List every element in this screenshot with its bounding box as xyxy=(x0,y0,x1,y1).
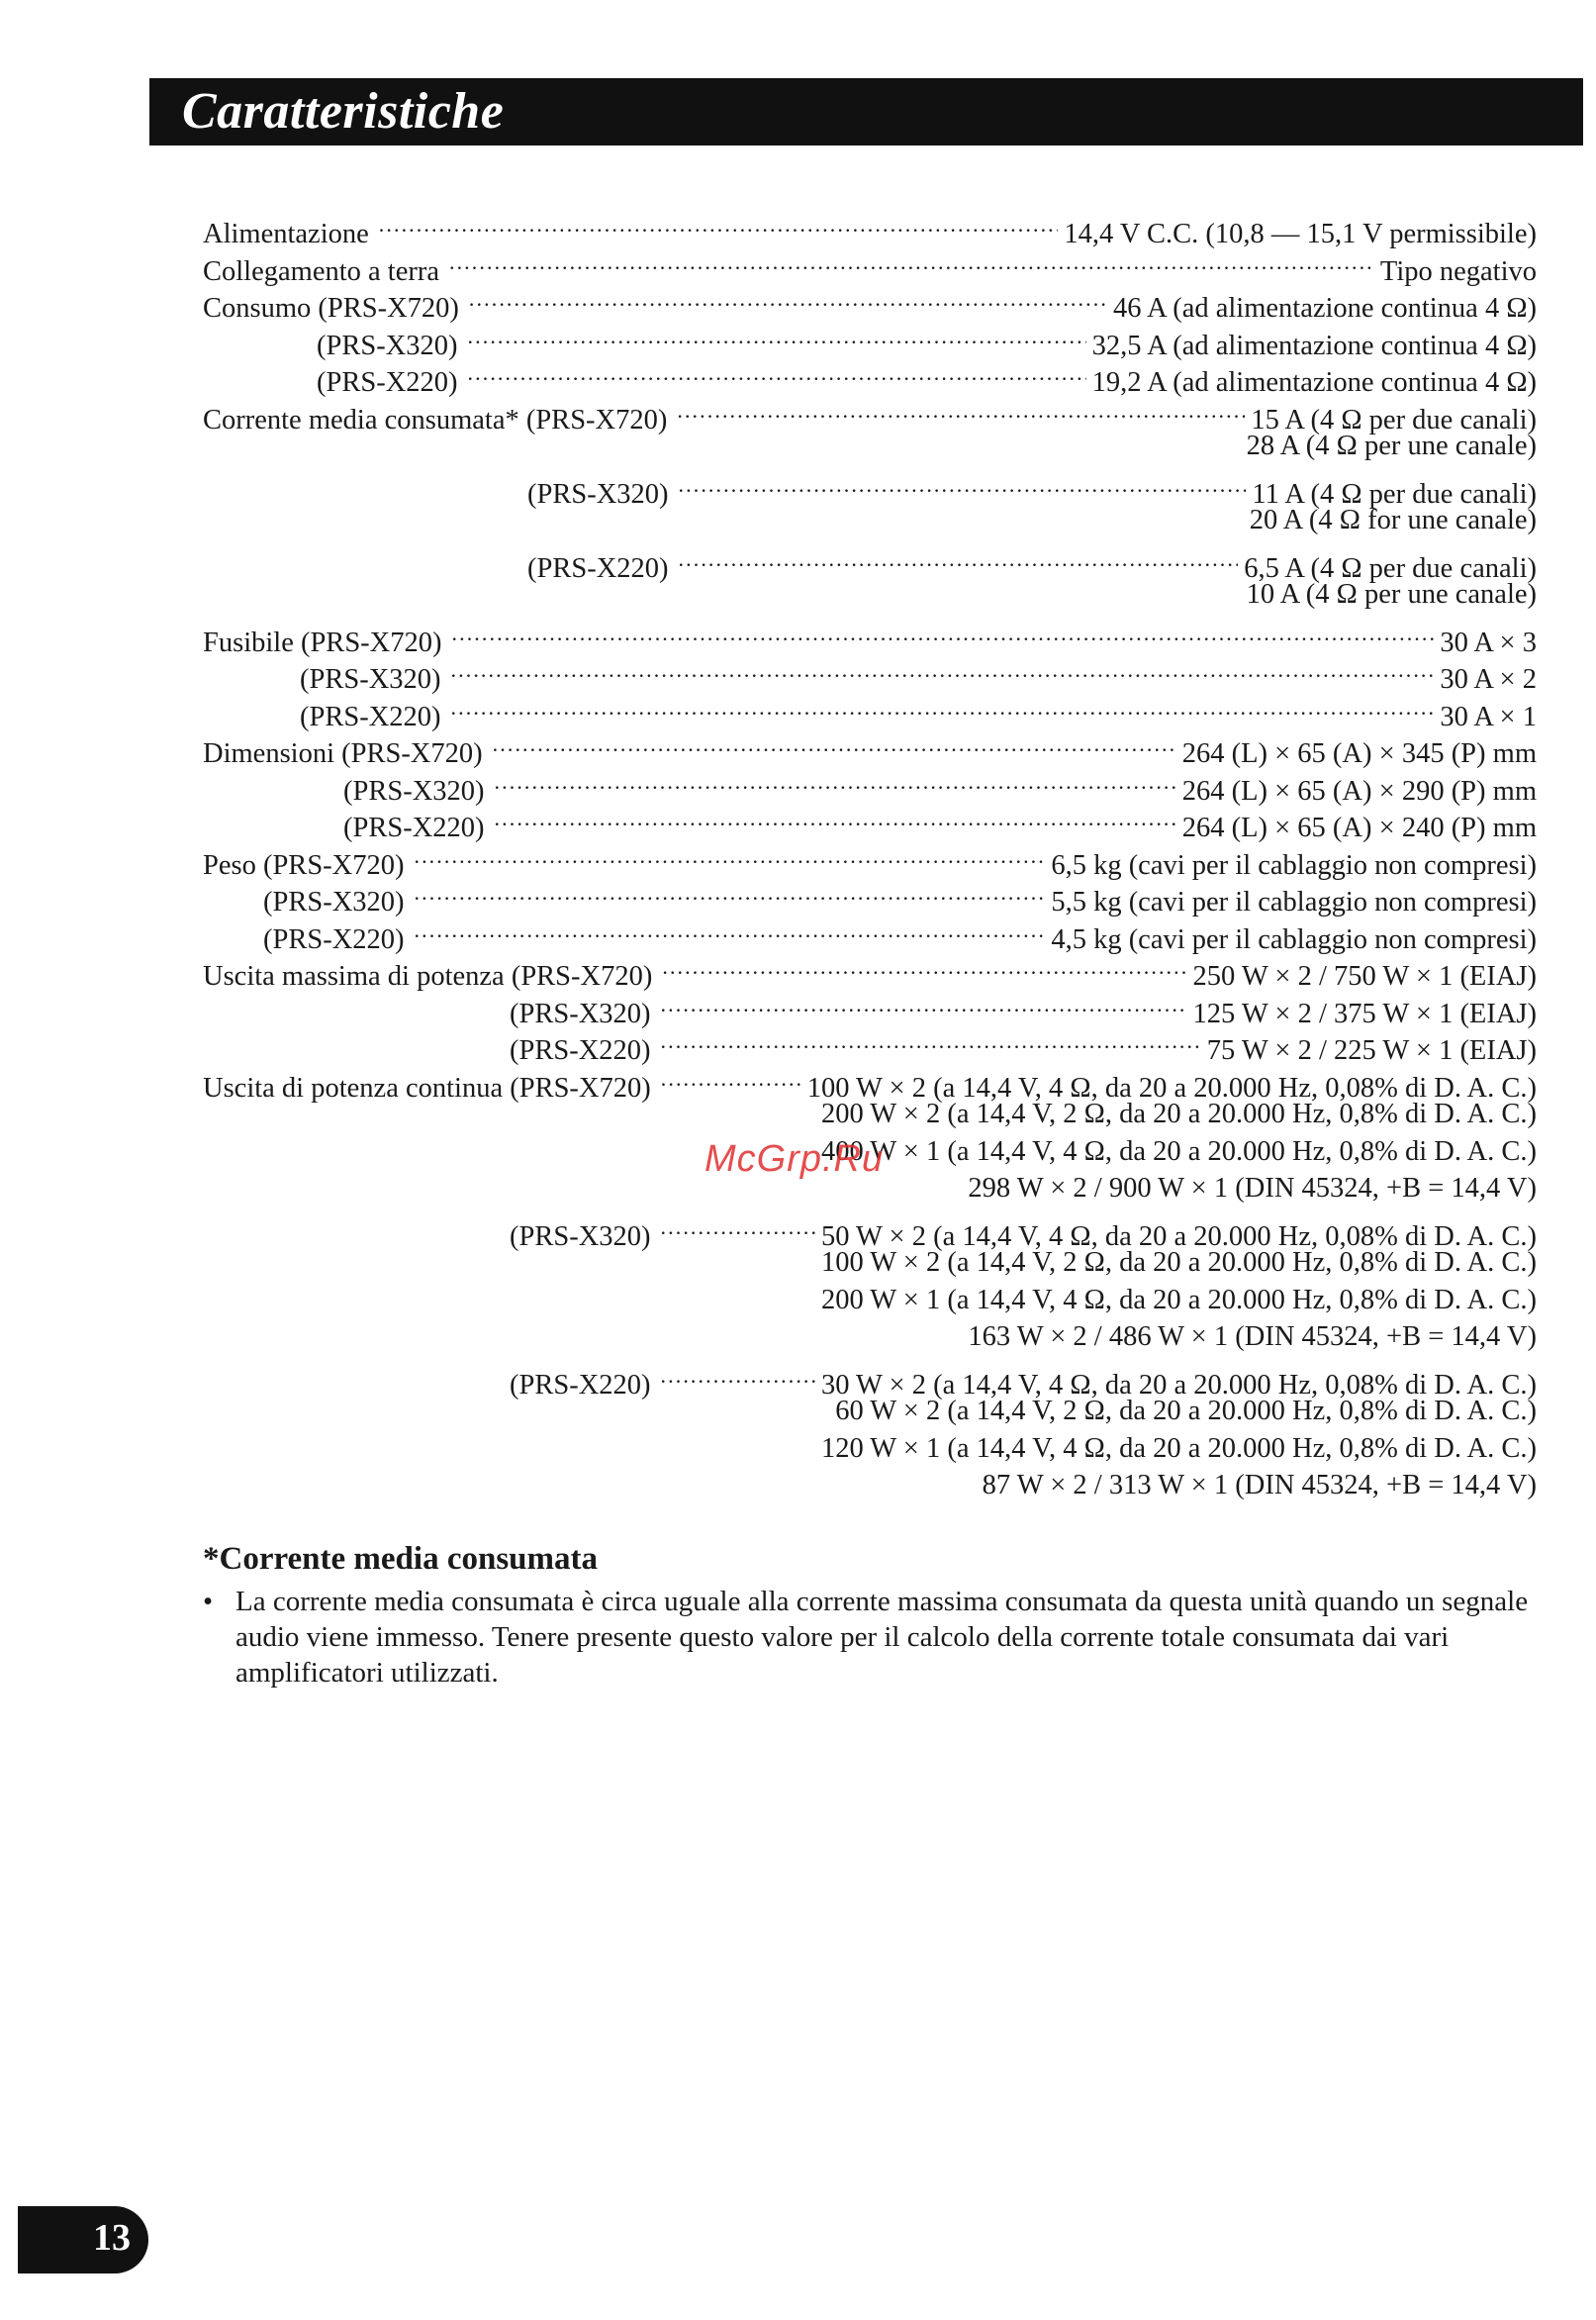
spec-value: 120 W × 1 (a 14,4 V, 4 Ω, da 20 a 20.000 Hz, 0,8% di D. A. C.) xyxy=(820,1433,1537,1464)
spec-value: 200 W × 1 (a 14,4 V, 4 Ω, da 20 a 20.000 Hz, 0,8% di D. A. C.) xyxy=(820,1285,1537,1315)
spec-value: 163 W × 2 / 486 W × 1 (DIN 45324, +B = 14,4 V) xyxy=(968,1321,1537,1352)
spec-value: 250 W × 2 / 750 W × 1 (EIAJ) xyxy=(1192,960,1537,992)
spec-row xyxy=(317,317,1537,361)
page-number: 13 xyxy=(93,2217,131,2259)
note-title: *Corrente media consumata xyxy=(203,1541,598,1577)
spec-label: (PRS-X320) xyxy=(263,886,405,918)
spec-value: 6,5 A (4 Ω per due canali) xyxy=(1244,552,1537,584)
spec-row xyxy=(203,391,1537,435)
spec-row xyxy=(527,465,1537,510)
dot-leader xyxy=(495,799,1176,836)
spec-row xyxy=(203,242,1537,287)
spec-value: 14,4 V C.C. (10,8 — 15,1 V permissibile) xyxy=(1064,218,1537,249)
dot-leader xyxy=(661,1356,815,1394)
spec-row xyxy=(203,428,1537,465)
spec-row xyxy=(510,1282,1537,1319)
spec-value: 200 W × 2 (a 14,4 V, 2 Ω, da 20 a 20.000 Hz, 0,8% di D. A. C.) xyxy=(820,1099,1537,1129)
spec-row xyxy=(203,725,1537,769)
dot-leader xyxy=(662,947,1186,985)
spec-row xyxy=(510,1021,1537,1066)
dot-leader xyxy=(415,873,1046,911)
spec-value: 10 A (4 Ω per une canale) xyxy=(1246,579,1537,610)
spec-value: 30 W × 2 (a 14,4 V, 4 Ω, da 20 a 20.000 Hz, 0,08% di D. A. C.) xyxy=(820,1369,1537,1401)
dot-leader xyxy=(414,836,1045,874)
spec-value: 264 (L) × 65 (A) × 240 (P) mm xyxy=(1181,812,1537,843)
spec-row xyxy=(263,911,1537,955)
spec-label: (PRS-X320) xyxy=(510,1220,651,1252)
dot-leader xyxy=(661,1208,815,1245)
spec-row xyxy=(203,205,1537,249)
spec-label: (PRS-X220) xyxy=(510,1369,651,1401)
spec-row xyxy=(510,1356,1537,1401)
spec-value: 125 W × 2 / 375 W × 1 (EIAJ) xyxy=(1192,998,1537,1029)
spec-value: 30 A × 3 xyxy=(1440,627,1537,658)
dot-leader xyxy=(677,391,1245,429)
spec-row xyxy=(203,836,1537,881)
spec-row xyxy=(343,762,1537,807)
dot-leader xyxy=(468,317,1086,354)
spec-row xyxy=(203,1096,1537,1133)
spec-row xyxy=(527,502,1537,539)
spec-value: 75 W × 2 / 225 W × 1 (EIAJ) xyxy=(1206,1034,1537,1066)
spec-label: (PRS-X220) xyxy=(527,552,669,584)
spec-row xyxy=(527,539,1537,584)
spec-row xyxy=(510,1430,1537,1468)
dot-leader xyxy=(449,242,1374,280)
dot-leader xyxy=(661,1059,801,1097)
spec-row xyxy=(510,1467,1537,1504)
spec-label: (PRS-X220) xyxy=(300,701,441,732)
spec-value: 15 A (4 Ω per due canali) xyxy=(1251,404,1537,435)
spec-value: 11 A (4 Ω per due canali) xyxy=(1252,478,1537,510)
spec-label: (PRS-X320) xyxy=(510,998,651,1029)
spec-row xyxy=(203,1059,1537,1104)
page-header xyxy=(149,78,1583,145)
spec-value: 30 A × 2 xyxy=(1440,663,1537,695)
spec-label: (PRS-X220) xyxy=(263,923,405,955)
spec-label: Dimensioni (PRS-X720) xyxy=(203,737,483,769)
spec-value: 4,5 kg (cavi per il cablaggio non compresi) xyxy=(1051,923,1537,955)
spec-value: 298 W × 2 / 900 W × 1 (DIN 45324, +B = 14,4 V) xyxy=(968,1173,1537,1204)
spec-label: (PRS-X220) xyxy=(343,812,485,843)
spec-value: 100 W × 2 (a 14,4 V, 2 Ω, da 20 a 20.000 Hz, 0,8% di D. A. C.) xyxy=(820,1247,1537,1278)
spec-label: (PRS-X320) xyxy=(317,330,458,361)
dot-leader xyxy=(495,762,1176,800)
spec-row xyxy=(510,985,1537,1029)
spec-row xyxy=(510,1208,1537,1252)
spec-label: Fusibile (PRS-X720) xyxy=(203,627,442,658)
spec-label: Uscita massima di potenza (PRS-X720) xyxy=(203,960,653,992)
spec-value: 19,2 A (ad alimentazione continua 4 Ω) xyxy=(1091,366,1537,398)
spec-row xyxy=(317,353,1537,398)
bullet: • xyxy=(203,1586,214,1617)
spec-row xyxy=(300,650,1537,695)
spec-value: 30 A × 1 xyxy=(1440,701,1537,732)
note-text: La corrente media consumata è circa uguale alla corrente massima consumata da questa unità quando un segnale audio viene immesso. Tenere presente questo valore per il calcolo della corrente totale consumata dai vari amplificatori utilizzati. xyxy=(235,1586,1529,1689)
spec-row xyxy=(203,614,1537,658)
dot-leader xyxy=(679,539,1239,577)
spec-label: (PRS-X320) xyxy=(300,663,441,695)
dot-leader xyxy=(451,650,1435,688)
spec-value: 20 A (4 Ω for une canale) xyxy=(1249,505,1537,535)
spec-label: Uscita di potenza continua (PRS-X720) xyxy=(203,1072,651,1104)
dot-leader xyxy=(468,353,1086,391)
spec-value: 264 (L) × 65 (A) × 345 (P) mm xyxy=(1181,737,1537,769)
spec-label: (PRS-X320) xyxy=(527,478,669,510)
dot-leader xyxy=(469,279,1107,317)
dot-leader xyxy=(661,985,1187,1022)
spec-label: (PRS-X220) xyxy=(317,366,458,398)
spec-value: 28 A (4 Ω per une canale) xyxy=(1246,431,1537,461)
page-title: Caratteristiche xyxy=(182,83,505,140)
spec-value: 50 W × 2 (a 14,4 V, 4 Ω, da 20 a 20.000 Hz, 0,08% di D. A. C.) xyxy=(820,1220,1537,1252)
dot-leader xyxy=(679,465,1247,503)
spec-value: 32,5 A (ad alimentazione continua 4 Ω) xyxy=(1091,330,1537,361)
dot-leader xyxy=(451,688,1435,725)
dot-leader xyxy=(661,1021,1201,1059)
spec-label: Corrente media consumata* (PRS-X720) xyxy=(203,404,668,435)
spec-value: 46 A (ad alimentazione continua 4 Ω) xyxy=(1113,292,1537,324)
dot-leader xyxy=(415,911,1046,948)
spec-value: 264 (L) × 65 (A) × 290 (P) mm xyxy=(1181,775,1537,807)
spec-value: 60 W × 2 (a 14,4 V, 2 Ω, da 20 a 20.000 Hz, 0,8% di D. A. C.) xyxy=(835,1396,1537,1426)
page-number-tab xyxy=(18,2206,148,2273)
note-body xyxy=(203,1584,1553,1691)
watermark: McGrp.Ru xyxy=(704,1138,885,1180)
spec-label: Consumo (PRS-X720) xyxy=(203,292,459,324)
spec-row xyxy=(510,1244,1537,1282)
spec-value: 87 W × 2 / 313 W × 1 (DIN 45324, +B = 14,4 V) xyxy=(982,1470,1537,1500)
dot-leader xyxy=(493,725,1176,762)
spec-row xyxy=(510,1393,1537,1430)
dot-leader xyxy=(379,205,1059,242)
spec-row xyxy=(343,799,1537,843)
spec-row xyxy=(263,873,1537,918)
spec-row xyxy=(510,1318,1537,1356)
spec-label: Peso (PRS-X720) xyxy=(203,849,405,881)
spec-value: 100 W × 2 (a 14,4 V, 4 Ω, da 20 a 20.000 Hz, 0,08% di D. A. C.) xyxy=(806,1072,1537,1104)
spec-label: (PRS-X320) xyxy=(343,775,485,807)
spec-value: Tipo negativo xyxy=(1379,255,1537,287)
spec-value: 6,5 kg (cavi per il cablaggio non compresi) xyxy=(1051,849,1537,881)
spec-row xyxy=(300,688,1537,732)
spec-value: 400 W × 1 (a 14,4 V, 4 Ω, da 20 a 20.000 Hz, 0,8% di D. A. C.) xyxy=(820,1136,1537,1167)
spec-row xyxy=(527,576,1537,614)
dot-leader xyxy=(452,614,1435,651)
spec-label: (PRS-X220) xyxy=(510,1034,651,1066)
spec-row xyxy=(203,947,1537,992)
spec-value: 5,5 kg (cavi per il cablaggio non compresi) xyxy=(1051,886,1537,918)
spec-label: Alimentazione xyxy=(203,218,369,249)
spec-label: Collegamento a terra xyxy=(203,255,439,287)
spec-row xyxy=(203,279,1537,324)
